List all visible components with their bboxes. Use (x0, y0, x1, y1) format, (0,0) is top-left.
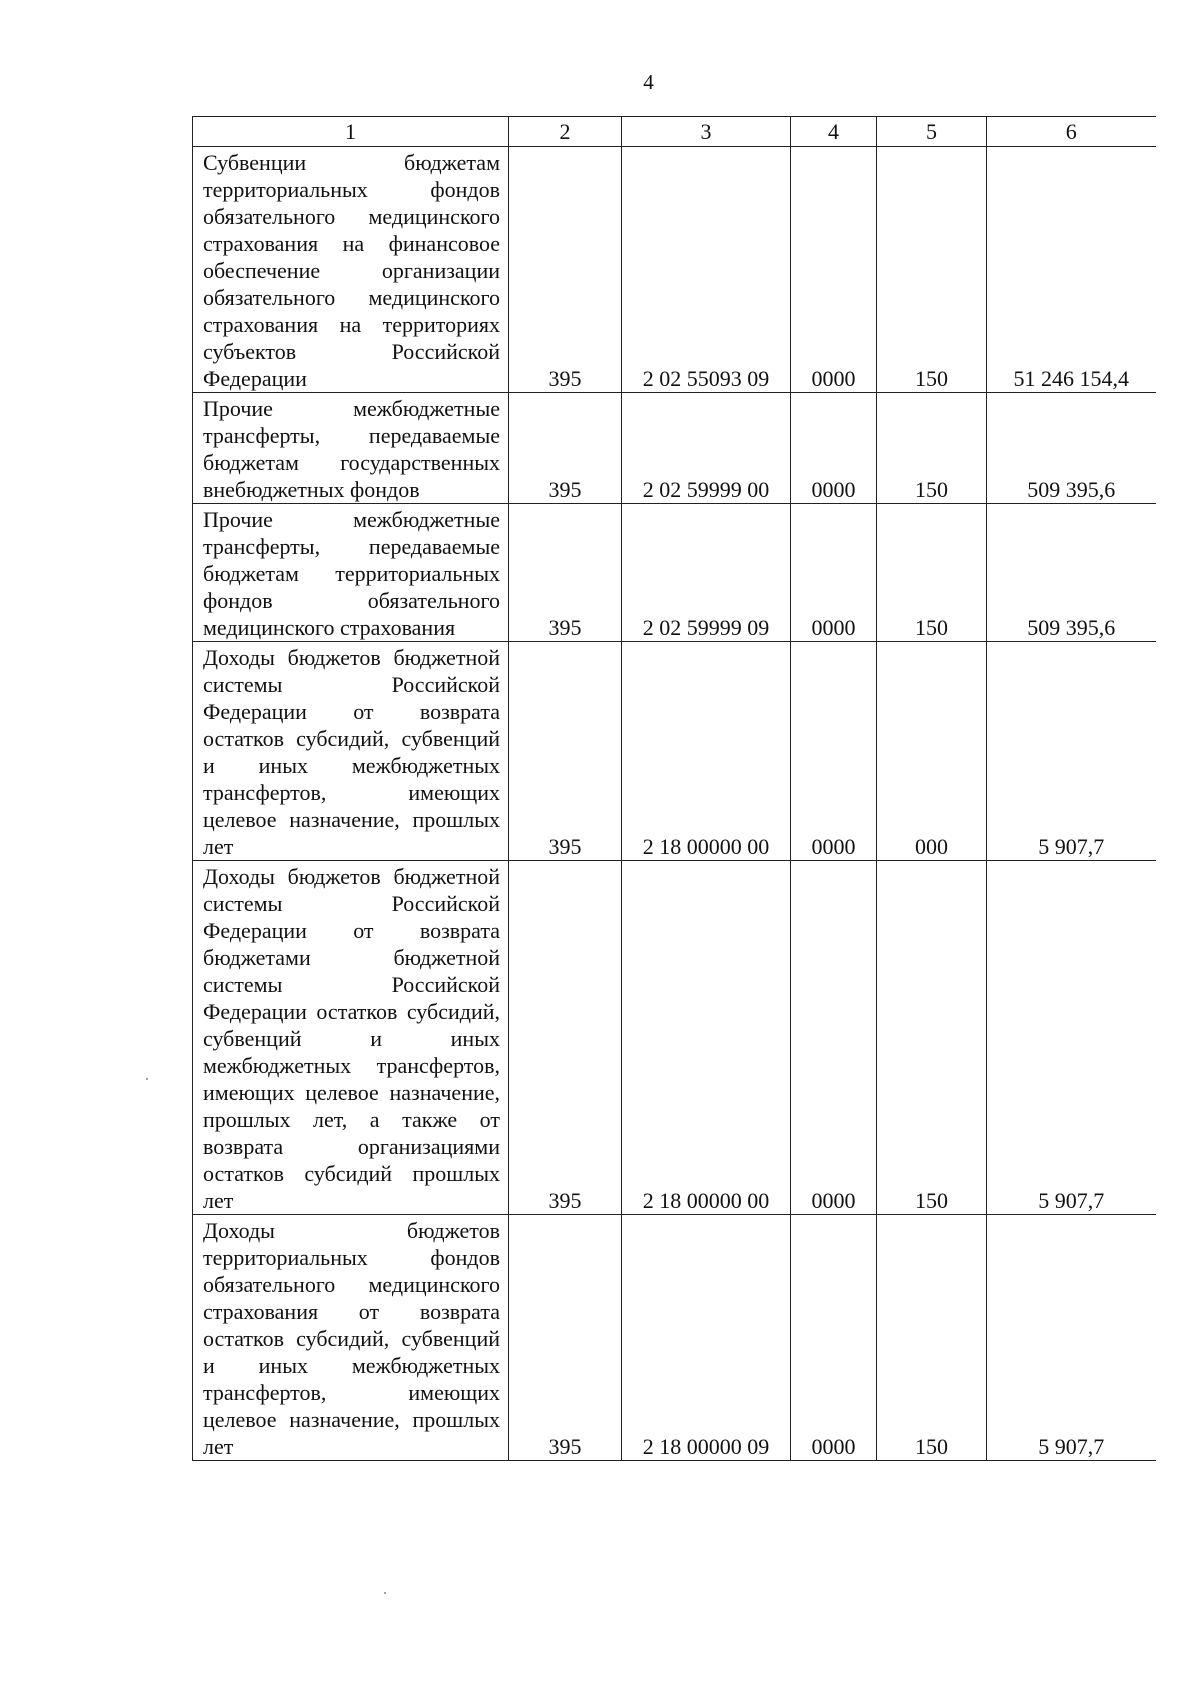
budget-revenue-table (192, 116, 1156, 1461)
row-amount: 5 907,7 (987, 861, 1156, 1215)
row-kbk-code: 2 18 00000 09 (622, 1215, 791, 1461)
row-description: Доходы бюджетов бюджетной системы Российской Федерации от возврата остатков субсидий, субвенций и иных межбюджетных трансфертов, имеющих целевое назначение, прошлых лет (193, 642, 509, 861)
row-amount: 509 395,6 (987, 504, 1156, 642)
table-row (193, 642, 1156, 861)
row-subtype-code: 0000 (791, 504, 877, 642)
row-classification-code: 150 (877, 393, 987, 504)
row-description: Доходы бюджетов бюджетной системы Российской Федерации от возврата бюджетами бюджетной системы Российской Федерации остатков субсидий, субвенций и иных межбюджетных трансфертов, имеющих целевое назначение, прошлых лет, а также от возврата организациями остатков субсидий прошлых лет (193, 861, 509, 1215)
table-row (193, 1215, 1156, 1461)
scan-speck (146, 1078, 148, 1080)
row-classification-code: 000 (877, 642, 987, 861)
row-subtype-code: 0000 (791, 642, 877, 861)
column-header-1: 1 (193, 117, 509, 147)
row-description: Прочие межбюджетные трансферты, передаваемые бюджетам государственных внебюджетных фондов (193, 393, 509, 504)
row-description: Доходы бюджетов территориальных фондов обязательного медицинского страхования от возврата остатков субсидий, субвенций и иных межбюджетных трансфертов, имеющих целевое назначение, прошлых лет (193, 1215, 509, 1461)
row-subtype-code: 0000 (791, 861, 877, 1215)
row-admin-code: 395 (509, 861, 622, 1215)
column-header-5: 5 (877, 117, 987, 147)
table-header-row (193, 117, 1156, 147)
row-kbk-code: 2 02 59999 00 (622, 393, 791, 504)
table-row (193, 504, 1156, 642)
row-classification-code: 150 (877, 504, 987, 642)
row-classification-code: 150 (877, 861, 987, 1215)
row-kbk-code: 2 02 59999 09 (622, 504, 791, 642)
row-subtype-code: 0000 (791, 393, 877, 504)
row-kbk-code: 2 02 55093 09 (622, 147, 791, 393)
row-admin-code: 395 (509, 504, 622, 642)
row-subtype-code: 0000 (791, 1215, 877, 1461)
row-amount: 5 907,7 (987, 1215, 1156, 1461)
row-amount: 509 395,6 (987, 393, 1156, 504)
row-description: Субвенции бюджетам территориальных фондов обязательного медицинского страхования на финансовое обеспечение организации обязательного медицинского страхования на территориях субъектов Российской Федерации (193, 147, 509, 393)
page-number: 4 (643, 70, 654, 94)
table-row (193, 147, 1156, 393)
row-subtype-code: 0000 (791, 147, 877, 393)
column-header-6: 6 (987, 117, 1156, 147)
row-admin-code: 395 (509, 642, 622, 861)
column-header-3: 3 (622, 117, 791, 147)
row-amount: 5 907,7 (987, 642, 1156, 861)
row-admin-code: 395 (509, 393, 622, 504)
row-amount: 51 246 154,4 (987, 147, 1156, 393)
column-header-2: 2 (509, 117, 622, 147)
row-admin-code: 395 (509, 1215, 622, 1461)
scan-speck (384, 1592, 386, 1594)
row-classification-code: 150 (877, 1215, 987, 1461)
table-row (193, 861, 1156, 1215)
row-admin-code: 395 (509, 147, 622, 393)
column-header-4: 4 (791, 117, 877, 147)
row-classification-code: 150 (877, 147, 987, 393)
row-description: Прочие межбюджетные трансферты, передаваемые бюджетам территориальных фондов обязательного медицинского страхования (193, 504, 509, 642)
row-kbk-code: 2 18 00000 00 (622, 642, 791, 861)
table-row (193, 393, 1156, 504)
row-kbk-code: 2 18 00000 00 (622, 861, 791, 1215)
